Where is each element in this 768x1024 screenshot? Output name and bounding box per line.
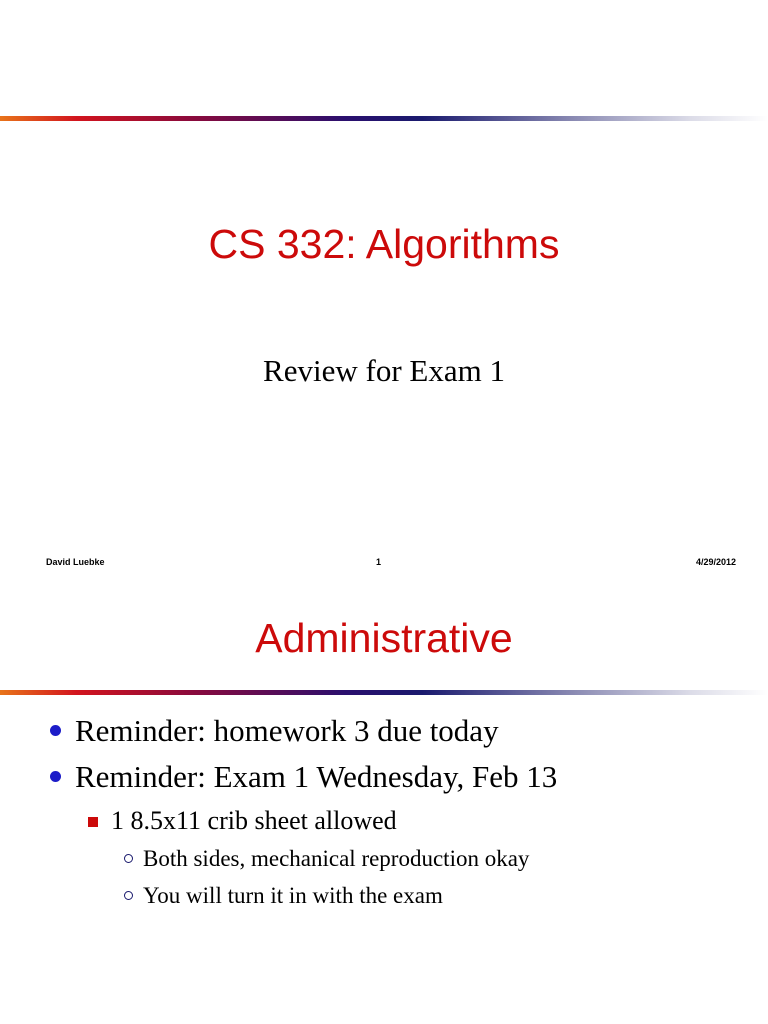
section-gradient-rule: [0, 690, 768, 695]
list-item-text: Reminder: Exam 1 Wednesday, Feb 13: [75, 759, 558, 794]
bullet-dot-icon: [50, 771, 61, 782]
footer-page-number: 1: [376, 557, 382, 567]
list-item: [0, 708, 768, 754]
bullet-list: [0, 708, 768, 914]
sub-sub-list-item: [0, 877, 768, 914]
bullet-ring-icon: [124, 854, 133, 863]
sub-list-item-text: 1 8.5x11 crib sheet allowed: [111, 806, 397, 835]
list-item-text: Reminder: homework 3 due today: [75, 713, 499, 748]
bullet-square-icon: [88, 817, 98, 827]
footer-author: David Luebke: [46, 557, 105, 567]
slide-title: CS 332: Algorithms: [208, 221, 560, 267]
list-item: [0, 754, 768, 800]
slide-subtitle: Review for Exam 1: [263, 353, 505, 388]
header-gradient-rule: [0, 116, 768, 121]
sub-sub-list-item-text: You will turn it in with the exam: [143, 883, 443, 908]
footer-date: 4/29/2012: [695, 557, 736, 567]
sub-sub-list-item-text: Both sides, mechanical reproduction okay: [143, 846, 530, 871]
bullet-ring-icon: [124, 891, 133, 900]
section-title: Administrative: [255, 615, 513, 661]
sub-sub-list-item: [0, 840, 768, 877]
bullet-dot-icon: [50, 725, 61, 736]
sub-list-item: [0, 802, 768, 840]
